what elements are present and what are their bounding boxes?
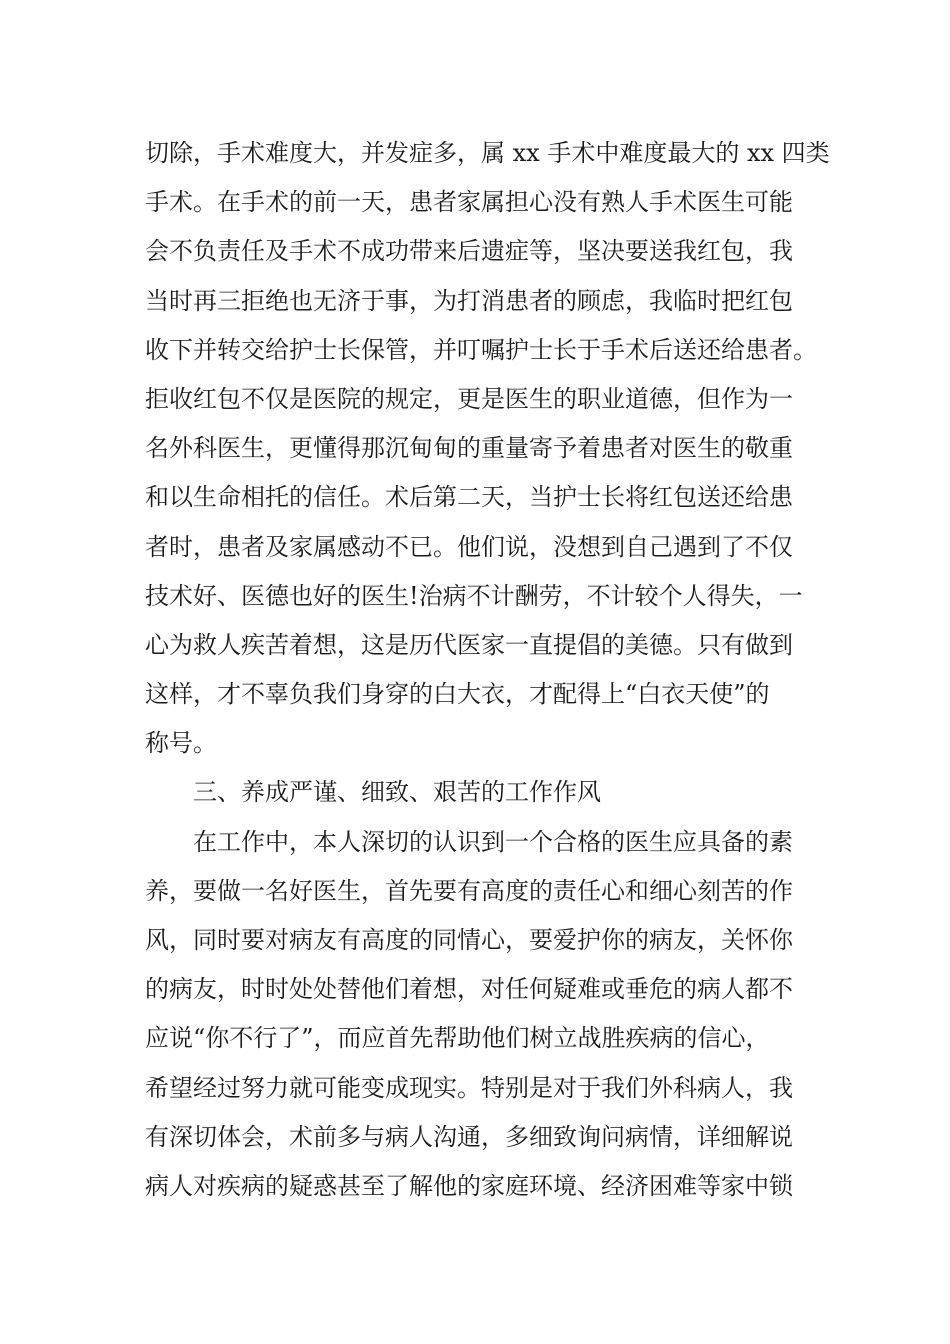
text-line: 应说“你不行了”，而应首先帮助他们树立战胜疾病的信心，	[145, 1024, 770, 1053]
text-line: 切除，手术难度大，并发症多，属 xx 手术中难度最大的 xx 四类	[145, 139, 830, 167]
text-line: 会不负责任及手术不成功带来后遗症等，坚决要送我红包，我	[145, 237, 793, 266]
text-line: 和以生命相托的信任。术后第二天，当护士长将红包送还给患	[145, 483, 793, 512]
body-text	[145, 129, 830, 1211]
text-line: 名外科医生，更懂得那沉甸甸的重量寄予着患者对医生的敬重	[145, 434, 793, 463]
text-line: 有深切体会，术前多与病人沟通，多细致询问病情，详细解说	[145, 1122, 793, 1151]
text-line: 在工作中，本人深切的认识到一个合格的医生应具备的素	[193, 827, 793, 856]
text-line: 心为救人疾苦着想，这是历代医家一直提倡的美德。只有做到	[145, 630, 793, 659]
section-heading: 三、养成严谨、细致、艰苦的工作作风	[193, 778, 601, 807]
text-line: 病人对疾病的疑惑甚至了解他的家庭环境、经济困难等家中锁	[145, 1171, 793, 1200]
text-line: 的病友，时时处处替他们着想，对任何疑难或垂危的病人都不	[145, 975, 793, 1004]
text-line: 当时再三拒绝也无济于事，为打消患者的顾虑，我临时把红包	[145, 286, 793, 315]
text-line: 技术好、医德也好的医生!治病不计酬劳，不计较个人得失，一	[145, 581, 803, 610]
text-line: 风，同时要对病友有高度的同情心，要爱护你的病友，关怀你	[145, 926, 793, 954]
text-line: 希望经过努力就可能变成现实。特别是对于我们外科病人，我	[145, 1073, 793, 1102]
text-line: 这样，才不辜负我们身穿的白大衣，才配得上“白衣天使”的	[145, 680, 770, 709]
text-line: 称号。	[145, 729, 217, 758]
text-line: 收下并转交给护士长保管，并叮嘱护士长于手术后送还给患者。	[145, 335, 817, 364]
text-line: 养，要做一名好医生，首先要有高度的责任心和细心刻苦的作	[145, 876, 793, 905]
text-line: 手术。在手术的前一天，患者家属担心没有熟人手术医生可能	[145, 188, 793, 217]
text-line: 者时，患者及家属感动不已。他们说，没想到自己遇到了不仅	[145, 532, 793, 561]
text-line: 拒收红包不仅是医院的规定，更是医生的职业道德，但作为一	[145, 384, 793, 413]
